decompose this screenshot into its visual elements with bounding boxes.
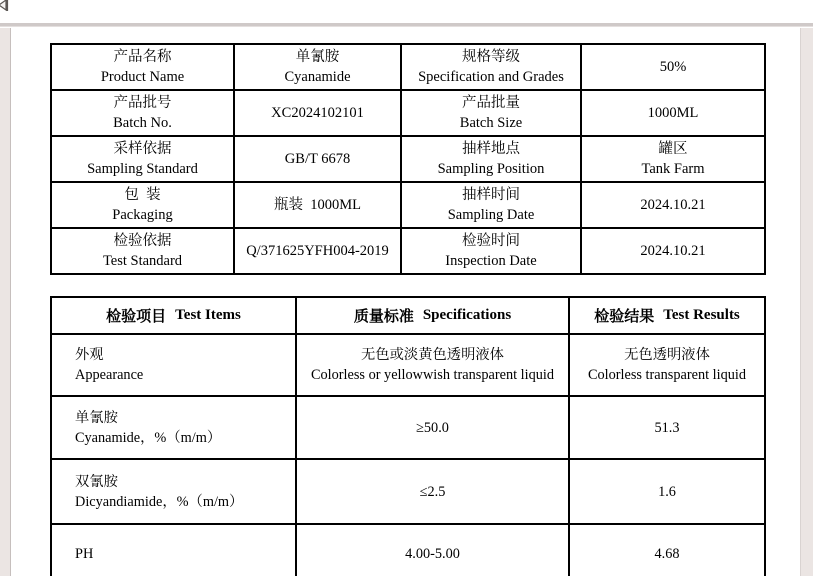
header-en: Specifications <box>422 307 512 323</box>
cell-sampling-position-label <box>401 136 581 182</box>
label-zh: 产品批量 <box>462 95 520 111</box>
label-en: Product Name <box>100 69 185 85</box>
cell-packaging-value <box>234 182 401 228</box>
spec-zh: 无色或淡黄色透明液体 <box>361 347 504 363</box>
table-row <box>51 182 765 228</box>
item-en: Appearance <box>75 367 144 383</box>
table-row <box>51 228 765 274</box>
result-value: 1.6 <box>658 483 676 500</box>
value: 2024.10.21 <box>640 197 706 213</box>
label-en: Batch Size <box>459 115 523 131</box>
cell-spec-grade-value <box>581 44 765 90</box>
value: 2024.10.21 <box>640 243 706 259</box>
label-zh: 检验依据 <box>113 233 172 249</box>
item-zh: 外观 <box>75 347 104 363</box>
label-en: Batch No. <box>113 115 172 131</box>
table-row <box>51 90 765 136</box>
cell-product-name-label <box>51 44 234 90</box>
header-zh: 质量标准 <box>353 309 414 325</box>
header-en: Test Results <box>663 307 740 323</box>
cell-result <box>569 334 765 396</box>
value: XC2024102101 <box>271 105 364 121</box>
document-page[interactable] <box>10 28 801 576</box>
label-zh: 产品批号 <box>113 95 172 111</box>
table-row-dicyandiamide <box>51 459 765 524</box>
label-en: Sampling Position <box>437 161 545 177</box>
cell-sampling-standard-label <box>51 136 234 182</box>
table-row <box>51 44 765 90</box>
label-zh: 采样依据 <box>113 141 172 157</box>
item-en: Dicyandiamide，%（m/m） <box>75 493 244 510</box>
spec-value: 4.00-5.00 <box>405 546 460 562</box>
item-zh: 双氰胺 <box>75 473 118 490</box>
value: 1000ML <box>647 105 699 121</box>
document-workspace <box>0 28 813 576</box>
label-zh: 包 装 <box>124 187 161 203</box>
cell-result <box>569 396 765 459</box>
header-test-items <box>51 297 296 334</box>
cell-sampling-standard-value <box>234 136 401 182</box>
item-zh: 单氰胺 <box>75 409 118 426</box>
label-en: Test Standard <box>102 253 183 269</box>
item-en: PH <box>75 546 94 562</box>
cell-result <box>569 524 765 576</box>
spec-value: ≤2.5 <box>419 483 446 500</box>
result-en: Colorless transparent liquid <box>587 367 747 383</box>
cell-inspection-date-label <box>401 228 581 274</box>
value-en: Tank Farm <box>641 161 705 177</box>
cell-batch-no-label <box>51 90 234 136</box>
cell-spec-grade-label <box>401 44 581 90</box>
test-results-table <box>50 296 766 576</box>
table-row-appearance <box>51 334 765 396</box>
spec-value: ≥50.0 <box>416 419 449 436</box>
cell-spec <box>296 524 569 576</box>
cell-item <box>51 524 296 576</box>
table-row-ph <box>51 524 765 576</box>
cell-spec <box>296 334 569 396</box>
cell-sampling-position-value <box>581 136 765 182</box>
label-en: Sampling Date <box>447 207 535 223</box>
label-zh: 检验时间 <box>462 233 520 249</box>
cell-batch-size-label <box>401 90 581 136</box>
label-en: Inspection Date <box>445 253 537 269</box>
cell-sampling-date-label <box>401 182 581 228</box>
value: Q/371625YFH004-2019 <box>246 243 389 259</box>
value: GB/T 6678 <box>284 151 351 167</box>
label-zh: 抽样地点 <box>462 141 520 157</box>
label-en: Sampling Standard <box>87 161 198 177</box>
header-zh: 检验结果 <box>594 309 655 325</box>
cell-spec <box>296 396 569 459</box>
value: 瓶装 1000ML <box>274 197 361 213</box>
page-gap-top <box>0 0 813 23</box>
header-en: Test Items <box>175 307 241 323</box>
cell-spec <box>296 459 569 524</box>
result-value: 51.3 <box>654 419 680 436</box>
cell-inspection-date-value <box>581 228 765 274</box>
cell-product-name-value <box>234 44 401 90</box>
header-test-results <box>569 297 765 334</box>
cell-packaging-label <box>51 182 234 228</box>
cell-result <box>569 459 765 524</box>
label-en: Packaging <box>112 207 173 223</box>
table-header-row <box>51 297 765 334</box>
table-row-cyanamide <box>51 396 765 459</box>
header-specifications <box>296 297 569 334</box>
cell-batch-no-value <box>234 90 401 136</box>
cell-test-standard-label <box>51 228 234 274</box>
label-zh: 规格等级 <box>462 49 520 65</box>
cell-sampling-date-value <box>581 182 765 228</box>
label-zh: 抽样时间 <box>462 187 520 203</box>
spec-en: Colorless or yellowwish transparent liquid <box>310 367 554 383</box>
result-value: 4.68 <box>654 546 680 562</box>
label-en: Specification and Grades <box>418 69 564 85</box>
page-break-divider <box>0 23 813 27</box>
item-en: Cyanamide，%（m/m） <box>75 429 222 446</box>
header-zh: 检验项目 <box>106 309 167 325</box>
cell-item <box>51 396 296 459</box>
cell-test-standard-value <box>234 228 401 274</box>
skip-previous-icon <box>0 0 10 12</box>
value-zh: 罐区 <box>658 141 688 157</box>
cell-batch-size-value <box>581 90 765 136</box>
cell-item <box>51 459 296 524</box>
label-zh: 产品名称 <box>113 49 172 65</box>
value-en: Cyanamide <box>284 69 351 85</box>
value-zh: 单氰胺 <box>295 49 340 65</box>
value: 50% <box>659 59 687 75</box>
product-info-table <box>50 43 766 275</box>
cell-item <box>51 334 296 396</box>
table-row <box>51 136 765 182</box>
result-zh: 无色透明液体 <box>624 347 710 363</box>
